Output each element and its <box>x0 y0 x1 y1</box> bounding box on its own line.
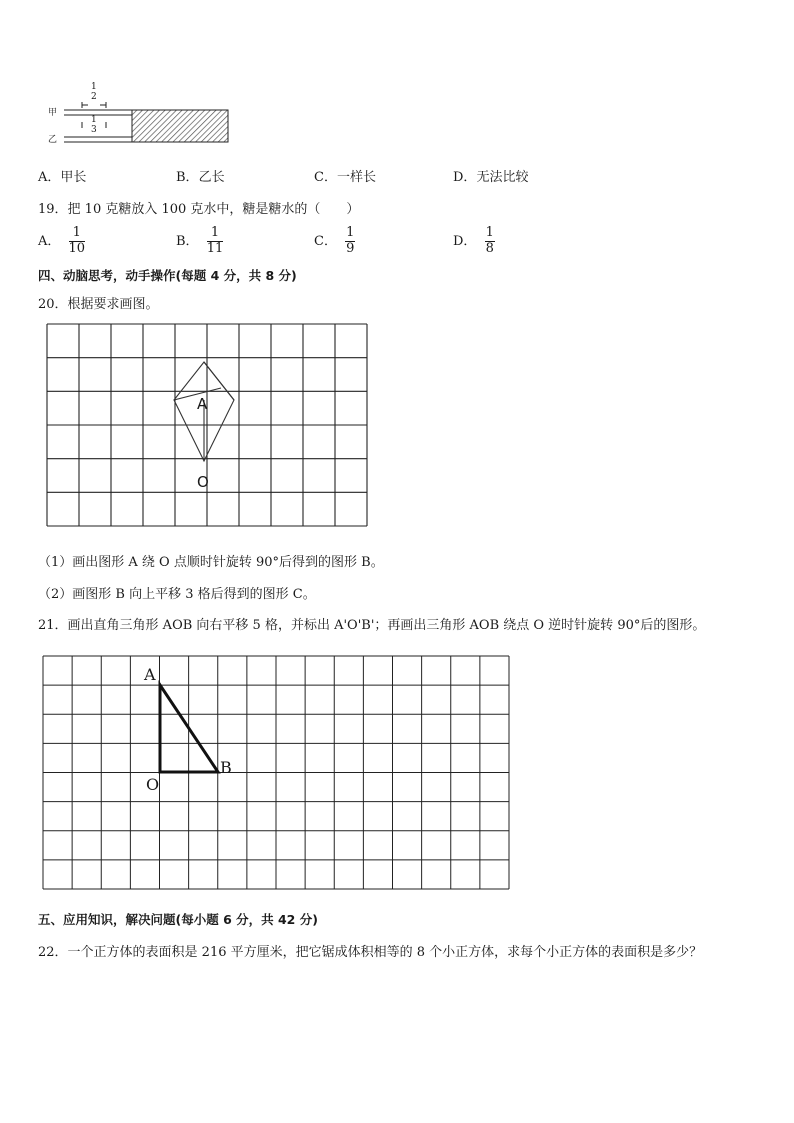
q19-option-d[interactable] <box>453 226 495 257</box>
option-text: 甲长 <box>60 170 87 185</box>
option-letter: A． <box>38 233 61 249</box>
option-text: 无法比较 <box>476 170 529 185</box>
q21-grid-lines <box>43 656 509 889</box>
fraction <box>485 226 495 257</box>
option-letter: B． <box>176 170 199 185</box>
q20-sub2-text: （2）画图形 B 向上平移 3 格后得到的图形 C。 <box>38 587 316 602</box>
option-letter: C． <box>314 170 337 185</box>
q19-option-b[interactable] <box>176 226 223 257</box>
q20-question-text: 20．根据要求画图。 <box>38 297 159 312</box>
fraction-numerator: 1 <box>69 226 86 242</box>
option-text: 乙长 <box>198 170 225 185</box>
q21-label-o: O <box>146 775 160 794</box>
fraction-denominator: 9 <box>346 240 355 256</box>
q18-frac-third-num: 1 <box>91 115 97 125</box>
fraction-denominator: 10 <box>68 240 86 256</box>
q21-label-b: B <box>220 758 232 777</box>
q18-figure <box>40 82 240 148</box>
option-letter: D． <box>453 233 477 249</box>
option-letter: C． <box>314 233 337 249</box>
q18-option-b[interactable] <box>176 166 225 185</box>
q18-option-d[interactable] <box>453 166 528 185</box>
fraction-numerator: 1 <box>346 225 355 240</box>
q18-frac-half-den: 2 <box>91 92 97 102</box>
q19-question-text: 19．把 10 克糖放入 100 克水中，糖是糖水的（ ） <box>38 202 360 217</box>
section5-heading: 五、应用知识，解决问题(每小题 6 分，共 42 分) <box>38 912 318 927</box>
fraction-denominator: 11 <box>206 240 224 256</box>
fraction <box>345 226 355 257</box>
q20-label-a: A <box>197 395 208 413</box>
section4-heading: 四、动脑思考，动手操作(每题 4 分，共 8 分) <box>38 268 297 283</box>
option-text: 一样长 <box>336 170 376 185</box>
q19-option-c[interactable] <box>314 226 355 257</box>
q22-question-text: 22．一个正方体的表面积是 216 平方厘米，把它锯成体积相等的 8 个小正方体，求每个小正方体的表面积是多少？ <box>38 945 703 960</box>
fraction <box>207 226 224 257</box>
fraction <box>69 226 86 257</box>
option-letter: A． <box>38 170 61 185</box>
fraction-numerator: 1 <box>485 225 494 240</box>
q19-option-a[interactable] <box>38 226 85 257</box>
q18-frac-third-den: 3 <box>91 125 97 135</box>
q18-bar-diagram <box>40 82 240 148</box>
q18-option-a[interactable] <box>38 166 86 185</box>
q21-label-a: A <box>144 665 156 684</box>
q20-label-o: O <box>197 473 209 491</box>
q20-grid[interactable] <box>47 324 367 526</box>
q20-grid-lines <box>47 324 367 526</box>
option-letter: B． <box>176 233 199 249</box>
option-letter: D． <box>453 170 477 185</box>
q18-frac-half-num: 1 <box>91 82 97 92</box>
fraction-numerator: 1 <box>207 226 224 242</box>
q21-question-text: 21．画出直角三角形 AOB 向右平移 5 格，并标出 A'O'B'；再画出三角形 AOB 绕点 O 逆时针旋转 90°后的图形。 <box>38 618 706 633</box>
q18-label-yi: 乙 <box>48 135 58 145</box>
q21-grid[interactable] <box>43 656 509 889</box>
q20-sub1-text: （1）画出图形 A 绕 O 点顺时针旋转 90°后得到的图形 B。 <box>38 555 384 570</box>
q18-option-c[interactable] <box>314 166 376 185</box>
fraction-denominator: 8 <box>485 240 494 256</box>
q18-label-jia: 甲 <box>48 108 58 118</box>
